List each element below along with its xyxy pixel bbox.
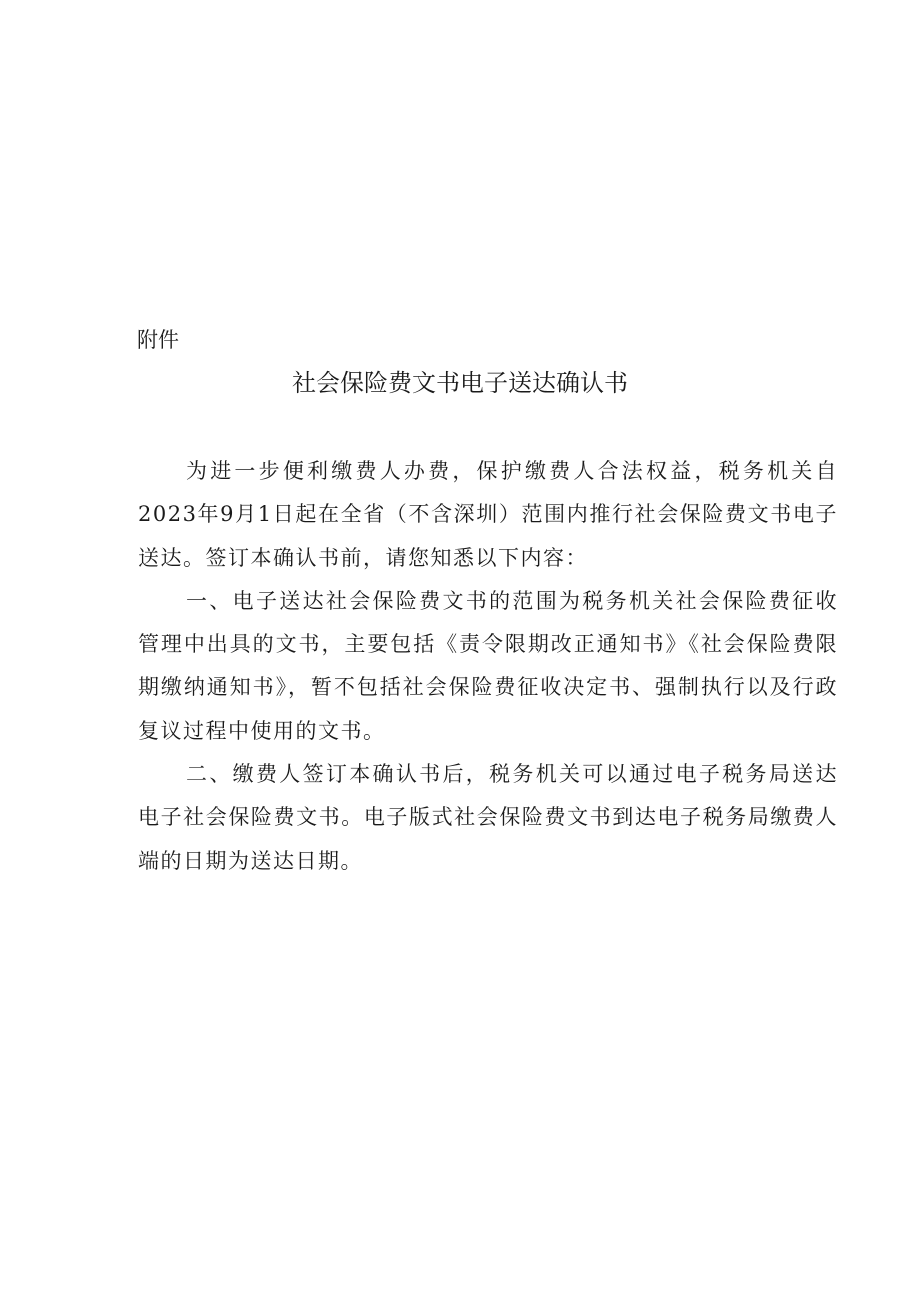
paragraph-item-2: 二、缴费人签订本确认书后，税务机关可以通过电子税务局送达电子社会保险费文书。电子版式社会保险费文书到达电子税务局缴费人端的日期为送达日期。 [138,762,838,873]
attachment-label: 附件 [137,328,179,352]
document-body [138,450,838,883]
paragraph-item-1: 一、电子送达社会保险费文书的范围为税务机关社会保险费征收管理中出具的文书，主要包括《责令限期改正通知书》《社会保险费限期缴纳通知书》，暂不包括社会保险费征收决定书、强制执行以及行政复议过程中使用的文书。 [138,588,838,743]
document-title: 社会保险费文书电子送达确认书 [292,369,628,397]
paragraph-intro: 为进一步便利缴费人办费，保护缴费人合法权益，税务机关自2023年9月1日起在全省（不含深圳）范围内推行社会保险费文书电子送达。签订本确认书前，请您知悉以下内容： [138,459,838,570]
